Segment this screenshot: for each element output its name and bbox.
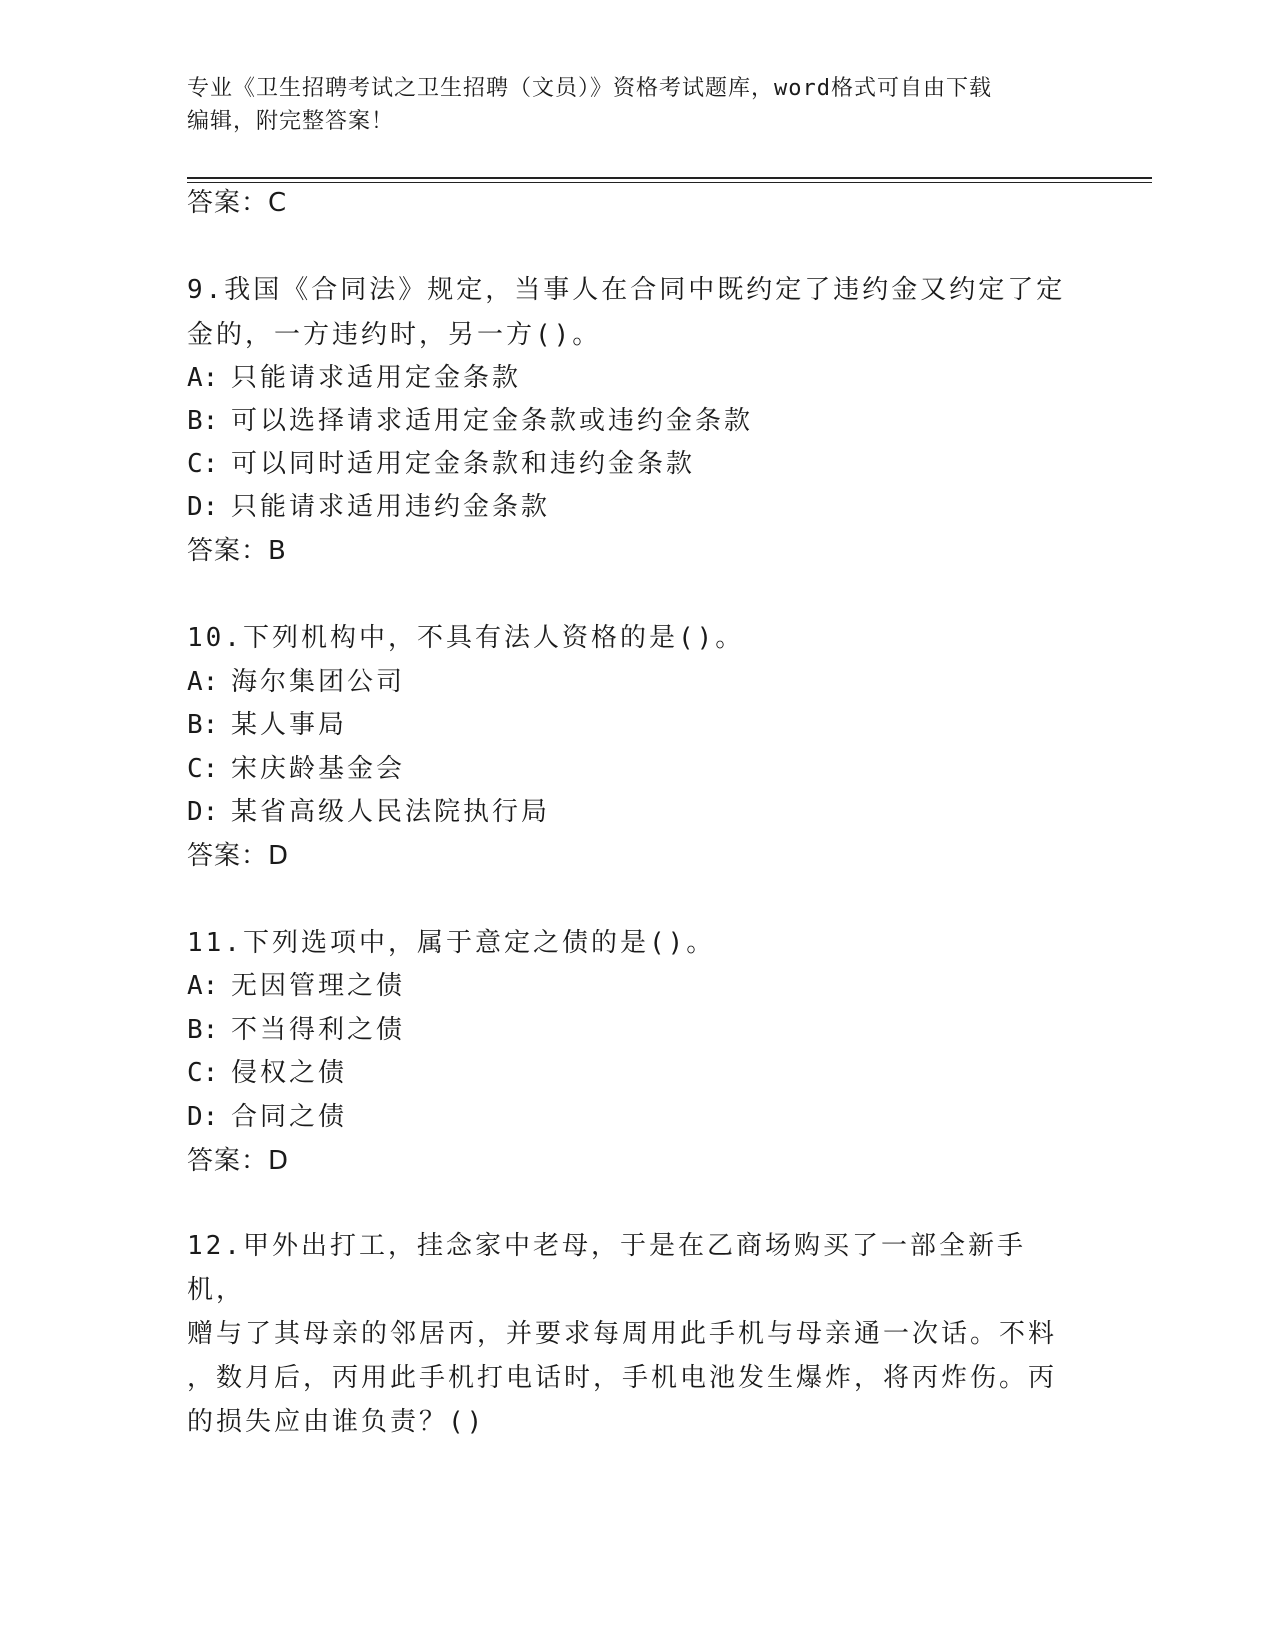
option-text: 合同之债 [231,1102,348,1132]
option-text: 侵权之债 [231,1058,348,1088]
answer-q10: 答案：D [187,841,290,871]
question-9-option-c [187,449,1067,479]
question-12-line-3: ，数月后，丙用此手机打电话时，手机电池发生爆炸，将丙炸伤。丙 [187,1363,1058,1393]
question-10-option-a [187,667,1067,697]
option-letter: C: [187,1058,219,1088]
option-text: 海尔集团公司 [231,667,406,697]
question-9-option-d [187,492,1067,522]
option-text: 某省高级人民法院执行局 [231,797,551,827]
question-12-line-1: 12.甲外出打工，挂念家中老母，于是在乙商场购买了一部全新手机， [187,1231,1026,1305]
option-letter: D: [187,797,219,827]
option-text: 某人事局 [231,710,348,740]
header-line-1: 专业《卫生招聘考试之卫生招聘（文员）》资格考试题库，word格式可自由下载 [187,76,992,101]
question-9-stem [187,268,1067,358]
question-11-line-1: 11.下列选项中，属于意定之债的是()。 [187,928,716,958]
question-9-option-a [187,363,1067,393]
question-12-line-2: 赠与了其母亲的邻居丙，并要求每周用此手机与母亲通一次话。不料 [187,1319,1058,1349]
option-letter: D: [187,492,219,522]
question-10-stem [187,616,1067,661]
answer-q11: 答案：D [187,1146,290,1176]
option-text: 宋庆龄基金会 [231,754,406,784]
option-letter: B: [187,1015,219,1045]
question-10-option-d [187,797,1067,827]
question-10-line-1: 10.下列机构中，不具有法人资格的是()。 [187,623,745,653]
option-text: 可以选择请求适用定金条款或违约金条款 [231,406,754,436]
question-10-option-b [187,710,1067,740]
option-text: 只能请求适用违约金条款 [231,492,551,522]
option-letter: A: [187,363,219,393]
header-line-2: 编辑，附完整答案！ [187,109,395,134]
option-letter: D: [187,1102,219,1132]
option-letter: C: [187,754,219,784]
question-12-line-4: 的损失应由谁负责？() [187,1407,486,1437]
header-rule-thin [187,182,1152,183]
option-letter: A: [187,667,219,697]
question-9-line-2: 金的，一方违约时，另一方()。 [187,320,602,350]
option-text: 只能请求适用定金条款 [231,363,522,393]
option-letter: A: [187,971,219,1001]
question-11-option-d [187,1102,1067,1132]
document-header [187,72,1067,138]
question-9-line-1: 9.我国《合同法》规定，当事人在合同中既约定了违约金又约定了定 [187,275,1066,305]
question-10-option-c [187,754,1067,784]
option-letter: B: [187,406,219,436]
option-letter: C: [187,449,219,479]
question-11-option-c [187,1058,1067,1088]
question-9-option-b [187,406,1067,436]
header-rule-thick [187,177,1152,179]
answer-q9: 答案：B [187,536,287,566]
question-11-stem [187,921,1067,966]
question-12-stem [187,1224,1067,1444]
question-11-option-b [187,1015,1067,1045]
answer-q8: 答案：C [187,188,288,218]
question-11-option-a [187,971,1067,1001]
option-text: 可以同时适用定金条款和违约金条款 [231,449,696,479]
option-text: 无因管理之债 [231,971,406,1001]
option-letter: B: [187,710,219,740]
option-text: 不当得利之债 [231,1015,406,1045]
